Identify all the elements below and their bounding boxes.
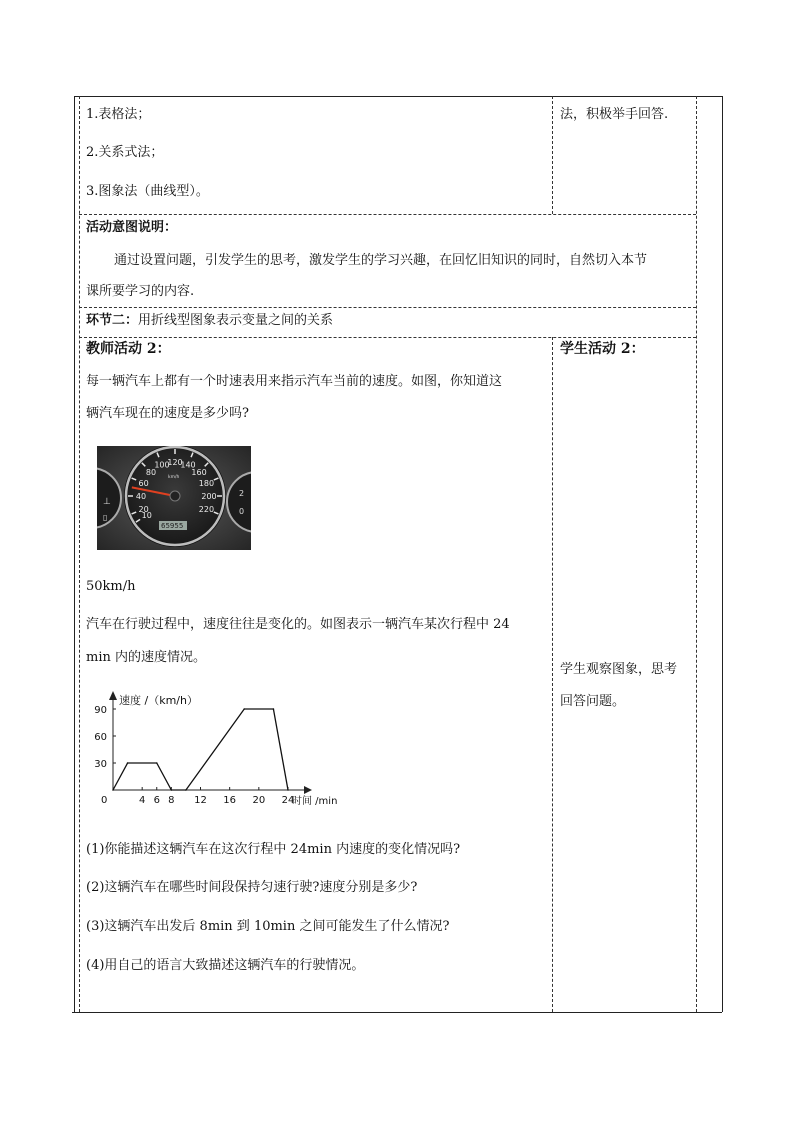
- speedometer-tick-label: 80: [145, 467, 157, 477]
- y-tick-label: 30: [94, 759, 107, 770]
- x-tick-label: 20: [252, 795, 266, 806]
- x-tick-label: 24: [281, 795, 295, 806]
- teacher-intro: 辆汽车现在的速度是多少吗?: [86, 406, 249, 421]
- table-bottom-border: [72, 1012, 722, 1013]
- origin-label: 0: [101, 795, 108, 806]
- speed-point: [156, 762, 158, 764]
- question: (2)这辆汽车在哪些时间段保持匀速行驶?速度分别是多少?: [86, 880, 418, 895]
- speed-point: [273, 708, 275, 710]
- student-response: 法，积极举手回答.: [560, 107, 669, 122]
- y-axis-label: 速度 /（km/h）: [119, 694, 198, 707]
- student-activity-text: 回答问题。: [560, 694, 626, 709]
- row-divider: [79, 214, 696, 215]
- speed-time-chart-svg: [86, 686, 356, 812]
- speedometer-tick-label: 180: [198, 478, 215, 488]
- row-divider: [79, 337, 696, 338]
- speedometer-tick-label: 60: [138, 478, 149, 488]
- x-tick-label: 8: [168, 795, 175, 806]
- svg-text:0: 0: [239, 507, 245, 516]
- section-label: 环节二：: [86, 313, 139, 328]
- speed-point: [287, 789, 289, 791]
- speedometer-tick-label: 200: [201, 492, 217, 501]
- speed-point: [185, 789, 187, 791]
- table-left-border: [74, 96, 75, 1012]
- teacher-change-text: 汽车在行驶过程中，速度往往是变化的。如图表示一辆汽车某次行程中 24: [86, 617, 510, 632]
- section-title-text: 用折线型图象表示变量之间的关系: [138, 313, 334, 328]
- speedometer-tick-label: 10: [141, 510, 152, 520]
- intent-text: 课所要学习的内容.: [86, 284, 195, 299]
- section-title: [86, 311, 333, 331]
- speed-point: [112, 789, 114, 791]
- speedometer-tick-label: 20: [138, 505, 149, 515]
- speedometer-tick-label: 140: [180, 460, 196, 470]
- right-divider: [696, 96, 697, 1012]
- x-tick-label: 6: [153, 795, 160, 806]
- intent-heading: 活动意图说明：: [86, 220, 178, 235]
- method-item: 3.图象法（曲线型）。: [86, 184, 209, 199]
- question: (1)你能描述这辆汽车在这次行程中 24min 内速度的变化情况吗?: [86, 842, 461, 857]
- question: (4)用自己的语言大致描述这辆汽车的行驶情况。: [86, 958, 365, 973]
- teacher-change-text: min 内的速度情况。: [86, 650, 206, 665]
- student-activity-text: 学生观察图象，思考: [560, 662, 678, 677]
- speed-point: [127, 762, 129, 764]
- svg-text:2: 2: [239, 489, 245, 498]
- question: (3)这辆汽车出发后 8min 到 10min 之间可能发生了什么情况?: [86, 919, 450, 934]
- speedometer-tick-label: 40: [135, 492, 147, 501]
- method-item: 2.关系式法；: [86, 145, 164, 160]
- speedometer-svg: [97, 446, 251, 550]
- method-item: 1.表格法；: [86, 107, 151, 122]
- svg-text:▯: ▯: [103, 513, 108, 522]
- column-divider: [552, 96, 553, 214]
- y-tick-label: 90: [94, 705, 107, 716]
- x-tick-label: 16: [223, 795, 237, 806]
- intent-text: 通过设置问题，引发学生的思考，激发学生的学习兴趣，在回忆旧知识的同时，自然切入本节: [114, 253, 648, 268]
- speedometer-tick-label: 220: [198, 505, 215, 515]
- speedometer-image: [97, 446, 251, 550]
- column-divider-lower: [552, 337, 553, 1012]
- teacher-intro: 每一辆汽车上都有一个时速表用来指示汽车当前的速度。如图，你知道这: [86, 374, 503, 389]
- table-left-inner-border: [79, 96, 80, 1012]
- row-divider: [79, 307, 696, 308]
- odometer: 65955: [161, 522, 184, 530]
- speedometer-tick-label: 160: [191, 467, 207, 477]
- student-heading: 学生活动 2：: [560, 341, 645, 357]
- speed-unit: km/h: [168, 475, 180, 480]
- speedometer-tick-label: 100: [154, 460, 170, 470]
- table-right-border: [722, 96, 723, 1012]
- x-axis-arrow: [304, 786, 312, 794]
- x-tick-label: 12: [194, 795, 207, 806]
- x-axis-label: 时间 /min: [292, 796, 338, 807]
- y-tick-label: 60: [94, 732, 107, 743]
- teacher-heading: 教师活动 2：: [86, 341, 171, 357]
- speed-time-chart: [86, 686, 356, 812]
- speed-answer: 50km/h: [86, 579, 136, 594]
- speed-series-line: [113, 709, 288, 790]
- x-tick-label: 4: [138, 795, 146, 806]
- y-axis-arrow: [109, 691, 117, 700]
- table-top-border: [74, 96, 722, 97]
- speed-point: [171, 789, 173, 791]
- speedometer-tick-label: 120: [167, 458, 183, 467]
- svg-text:⊥: ⊥: [103, 497, 111, 507]
- speed-point: [243, 708, 245, 710]
